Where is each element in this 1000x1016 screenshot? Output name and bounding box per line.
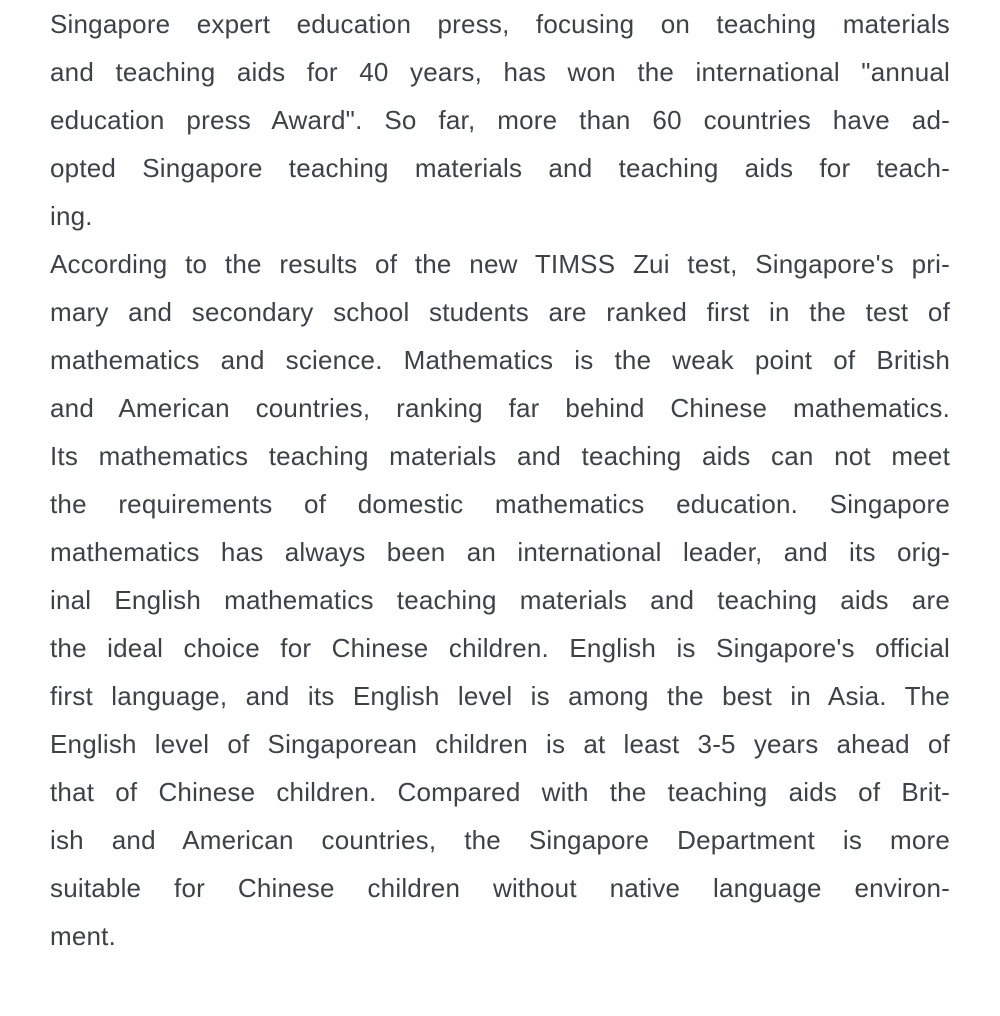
text-line: ment. [50,921,117,951]
text-line: Singapore expert education press, focusing on teaching materials [50,9,950,39]
text-line: opted Singapore teaching materials and teaching aids for teach- [50,153,950,183]
text-line: the requirements of domestic mathematics education. Singapore [50,489,950,519]
text-line: first language, and its English level is among the best in Asia. The [50,681,950,711]
text-line: Its mathematics teaching materials and teaching aids can not meet [50,441,950,471]
text-line: mathematics has always been an international leader, and its orig- [50,537,950,567]
text-line: that of Chinese children. Compared with the teaching aids of Brit- [50,777,950,807]
text-line: inal English mathematics teaching materials and teaching aids are [50,585,950,615]
text-line: and teaching aids for 40 years, has won the international "annual [50,57,950,87]
text-line: suitable for Chinese children without native language environ- [50,873,950,903]
text-line: and American countries, ranking far behind Chinese mathematics. [50,393,950,423]
text-line: mathematics and science. Mathematics is the weak point of British [50,345,950,375]
text-line: English level of Singaporean children is at least 3-5 years ahead of [50,729,950,759]
text-line: the ideal choice for Chinese children. English is Singapore's official [50,633,950,663]
text-line: ing. [50,201,93,231]
text-line: mary and secondary school students are ranked first in the test of [50,297,950,327]
paragraph [50,0,950,240]
text-block [50,0,950,960]
text-line: education press Award". So far, more than 60 countries have ad- [50,105,950,135]
text-line: ish and American countries, the Singapore Department is more [50,825,950,855]
paragraph [50,240,950,960]
text-line: According to the results of the new TIMSS Zui test, Singapore's pri- [50,249,950,279]
